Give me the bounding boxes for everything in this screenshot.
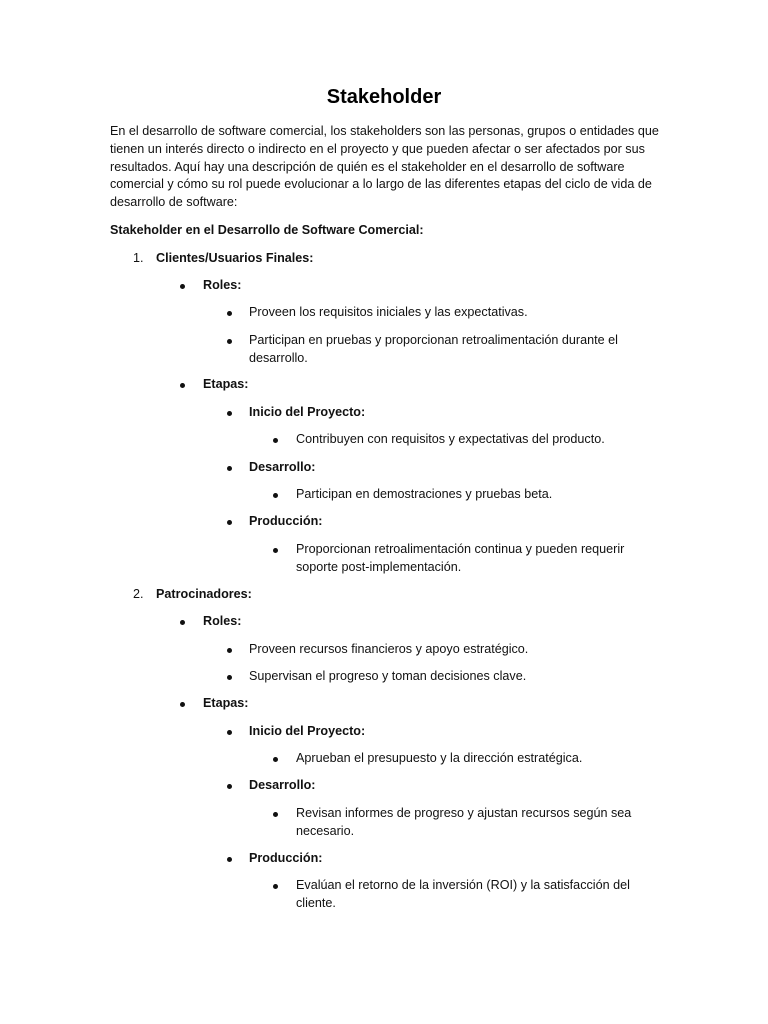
stage-detail: Participan en demostraciones y pruebas beta. [296, 487, 553, 501]
role-item: Supervisan el progreso y toman decisiones clave. [249, 669, 527, 683]
stage-name: Desarrollo: [249, 778, 316, 792]
stage-detail: Proporcionan retroalimentación continua y pueden requerir soporte post-implementación. [296, 542, 625, 574]
bullet-icon [227, 411, 232, 416]
bullet-icon [273, 438, 278, 443]
role-item: Proveen los requisitos iniciales y las expectativas. [249, 305, 528, 319]
bullet-icon [273, 884, 278, 889]
stage-detail: Evalúan el retorno de la inversión (ROI) y la satisfacción del cliente. [296, 878, 630, 910]
group-name: Clientes/Usuarios Finales: [156, 251, 314, 265]
bullet-icon [180, 383, 185, 388]
bullet-icon [273, 493, 278, 498]
section-heading: Stakeholder en el Desarrollo de Software Comercial: [110, 223, 424, 237]
bullet-icon [227, 675, 232, 680]
page-title: Stakeholder [326, 86, 442, 108]
bullet-icon [227, 311, 232, 316]
bullet-icon [227, 648, 232, 653]
stage-detail: Revisan informes de progreso y ajustan recursos según sea necesario. [296, 806, 632, 838]
bullet-icon [180, 702, 185, 707]
bullet-icon [180, 284, 185, 289]
stage-detail: Contribuyen con requisitos y expectativas del producto. [296, 432, 605, 446]
stage-name: Inicio del Proyecto: [249, 724, 366, 738]
bullet-icon [273, 757, 278, 762]
bullet-icon [227, 466, 232, 471]
list-number: 2. [133, 587, 144, 601]
stages-label: Etapas: [203, 696, 249, 710]
bullet-icon [273, 548, 278, 553]
bullet-icon [227, 784, 232, 789]
bullet-icon [227, 857, 232, 862]
bullet-icon [180, 620, 185, 625]
role-item: Proveen recursos financieros y apoyo estratégico. [249, 642, 529, 656]
stage-name: Producción: [249, 851, 323, 865]
stage-name: Desarrollo: [249, 460, 316, 474]
stages-label: Etapas: [203, 377, 249, 391]
role-item: Participan en pruebas y proporcionan retroalimentación durante el desarrollo. [249, 333, 618, 365]
group-name: Patrocinadores: [156, 587, 252, 601]
intro-paragraph: En el desarrollo de software comercial, los stakeholders son las personas, grupos o entidades que tienen un interés directo o indirecto en el proyecto y que pueden afectar o ser afectados por sus resultados. Aquí hay una descripción de quién es el stakeholder en el desarrollo de software comercial y cómo su rol puede evolucionar a lo largo de las diferentes etapas del ciclo de vida de desarrollo de software: [110, 124, 659, 210]
list-number: 1. [133, 251, 144, 265]
roles-label: Roles: [203, 278, 242, 292]
bullet-icon [227, 730, 232, 735]
bullet-icon [227, 339, 232, 344]
stage-name: Producción: [249, 514, 323, 528]
stage-name: Inicio del Proyecto: [249, 405, 366, 419]
stage-detail: Aprueban el presupuesto y la dirección estratégica. [296, 751, 583, 765]
bullet-icon [227, 520, 232, 525]
roles-label: Roles: [203, 614, 242, 628]
bullet-icon [273, 812, 278, 817]
